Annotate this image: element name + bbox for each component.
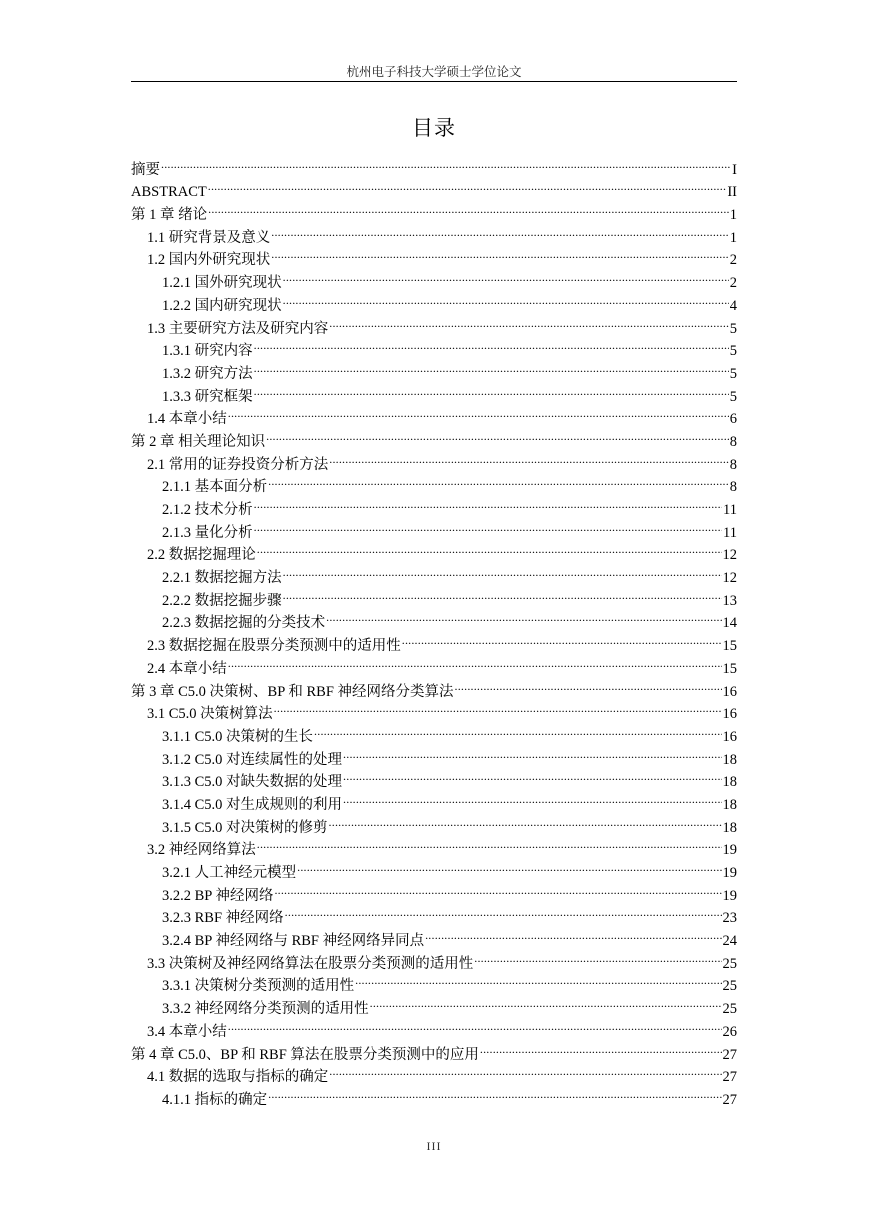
toc-leader-dots <box>297 854 721 877</box>
toc-leader-dots <box>343 741 721 764</box>
toc-entry-label: 4.1.1 指标的确定 <box>162 1091 268 1108</box>
toc-leader-dots <box>480 1036 722 1059</box>
toc-leader-dots <box>425 922 721 945</box>
toc-entry-page: 13 <box>722 592 737 609</box>
toc-entry-page: 5 <box>729 320 737 337</box>
toc-entry-page: 24 <box>722 933 737 950</box>
toc-leader-dots <box>257 537 722 560</box>
running-header: 杭州电子科技大学硕士学位论文 <box>346 65 522 79</box>
toc-leader-dots <box>314 718 721 741</box>
toc-entry-label: 3.1.2 C5.0 对连续属性的处理 <box>162 751 343 768</box>
toc-entry-label: 1.1 研究背景及意义 <box>147 229 271 246</box>
toc-entry-label: 1.3.1 研究内容 <box>162 343 253 360</box>
toc-entry-label: 2.3 数据挖掘在股票分类预测中的适用性 <box>147 638 401 655</box>
toc-leader-dots <box>474 945 721 968</box>
toc-entry-page: 27 <box>722 1091 737 1108</box>
toc-entry[interactable] <box>131 219 737 246</box>
toc-leader-dots <box>228 401 729 424</box>
toc-entry-page: 2 <box>729 275 737 292</box>
toc-entry-page: 15 <box>722 660 737 677</box>
toc-entry-page: 18 <box>722 751 737 768</box>
toc-leader-dots <box>228 650 722 673</box>
toc-entry-page: 2 <box>729 252 737 269</box>
toc-leader-dots <box>283 582 722 605</box>
toc-leader-dots <box>268 469 729 492</box>
toc-entry-label: 3.2.3 RBF 神经网络 <box>162 910 284 927</box>
toc-entry-label: 2.1.2 技术分析 <box>162 502 253 518</box>
toc-entry-page: 25 <box>722 1001 737 1018</box>
toc-leader-dots <box>329 310 729 333</box>
toc-entry-label: 3.1.1 C5.0 决策树的生长 <box>162 728 314 745</box>
toc-entry-label: 2.2.2 数据挖掘步骤 <box>162 592 282 609</box>
toc-entry-page: 14 <box>722 615 737 632</box>
toc-entry-label: 2.2 数据挖掘理论 <box>147 547 256 564</box>
toc-entry-label: 3.2.4 BP 神经网络与 RBF 神经网络异同点 <box>162 933 425 950</box>
toc-leader-dots <box>208 196 729 219</box>
toc-entry-page: 16 <box>722 728 737 745</box>
toc-title: 目录 <box>412 116 456 140</box>
toc-entry-page: 4 <box>729 297 737 314</box>
toc-entry-page: 11 <box>723 524 737 541</box>
toc-entry-page: I <box>732 161 737 178</box>
toc-entry-page: 18 <box>722 796 737 813</box>
toc-entry-label: 3.2.1 人工神经元模型 <box>162 865 297 881</box>
toc-leader-dots <box>283 287 729 310</box>
toc-entry-page: 19 <box>722 865 737 881</box>
toc-entry[interactable] <box>131 174 737 201</box>
toc-entry-page: 27 <box>722 1046 737 1063</box>
toc-entry-page: 5 <box>729 343 737 360</box>
toc-entry-page: 5 <box>729 388 737 405</box>
toc-entry-page: 19 <box>722 842 737 859</box>
toc-entry-page: 25 <box>722 978 737 995</box>
toc-entry-label: 2.4 本章小结 <box>147 660 227 677</box>
toc-leader-dots <box>274 696 722 719</box>
toc-leader-dots <box>285 900 722 923</box>
toc-entry-label: 3.1.4 C5.0 对生成规则的利用 <box>162 796 343 813</box>
toc-entry-page: 26 <box>722 1023 737 1040</box>
toc-entry[interactable] <box>131 151 737 178</box>
toc-entry-page: 8 <box>729 479 737 496</box>
toc-entry-label: 2.1.1 基本面分析 <box>162 479 268 496</box>
toc-leader-dots <box>161 151 731 174</box>
toc-leader-dots <box>228 1013 722 1036</box>
toc-entry-label: 1.4 本章小结 <box>147 411 227 428</box>
toc-entry-label: 2.2.1 数据挖掘方法 <box>162 570 282 587</box>
toc-leader-dots <box>254 355 729 378</box>
toc-entry-label: 1.3 主要研究方法及研究内容 <box>147 320 329 337</box>
toc-leader-dots <box>257 832 722 855</box>
toc-entry-page: 5 <box>729 365 737 382</box>
toc-entry-label: 第 3 章 C5.0 决策树、BP 和 RBF 神经网络分类算法 <box>131 683 454 700</box>
toc-entry-page: II <box>727 184 737 201</box>
toc-entry-page: 6 <box>729 411 737 428</box>
toc-leader-dots <box>254 491 722 514</box>
toc-leader-dots <box>402 627 722 650</box>
toc-entry-page: 16 <box>722 683 737 700</box>
toc-leader-dots <box>329 1059 721 1082</box>
toc-entry-label: 1.2.1 国外研究现状 <box>162 275 282 292</box>
toc-entry-label: 1.2.2 国内研究现状 <box>162 297 282 314</box>
toc-entry-label: 3.1.3 C5.0 对缺失数据的处理 <box>162 774 343 791</box>
toc-entry-label: 3.1.5 C5.0 对决策树的修剪 <box>162 819 328 836</box>
toc-entry-page: 16 <box>722 706 737 723</box>
toc-leader-dots <box>455 673 722 696</box>
toc-leader-dots <box>254 378 729 401</box>
toc-leader-dots <box>343 786 721 809</box>
toc-leader-dots <box>355 968 721 991</box>
toc-entry-label: 3.2.2 BP 神经网络 <box>162 887 274 904</box>
toc-entry-label: 1.3.2 研究方法 <box>162 365 253 382</box>
toc-leader-dots <box>329 446 729 469</box>
toc-entry-label: 4.1 数据的选取与指标的确定 <box>147 1069 329 1086</box>
toc-leader-dots <box>343 764 721 787</box>
toc-entry-label: 摘要 <box>131 161 160 178</box>
toc-entry-page: 18 <box>722 819 737 836</box>
toc-entry-label: 2.1 常用的证券投资分析方法 <box>147 456 329 473</box>
toc-entry-page: 12 <box>722 547 737 564</box>
toc-leader-dots <box>268 1081 721 1104</box>
toc-entry-page: 1 <box>729 207 737 224</box>
toc-leader-dots <box>254 514 722 537</box>
toc-entry-page: 11 <box>723 502 737 518</box>
header-rule <box>131 81 737 82</box>
toc-entry-label: 2.1.3 量化分析 <box>162 524 253 541</box>
toc-leader-dots <box>283 264 729 287</box>
toc-entry-page: 8 <box>729 456 737 473</box>
toc-entry-page: 1 <box>729 229 737 246</box>
toc-entry[interactable] <box>131 196 737 224</box>
toc-leader-dots <box>254 333 729 356</box>
toc-entry-label: ABSTRACT <box>131 184 207 201</box>
toc-entry-page: 23 <box>722 910 737 927</box>
toc-entry-label: 2.2.3 数据挖掘的分类技术 <box>162 615 326 632</box>
toc-entry-label: 3.4 本章小结 <box>147 1023 227 1040</box>
toc-entry-label: 3.3 决策树及神经网络算法在股票分类预测的适用性 <box>147 955 474 972</box>
toc-entry-page: 18 <box>722 774 737 791</box>
toc-leader-dots <box>271 242 729 265</box>
toc-leader-dots <box>266 423 729 446</box>
toc-leader-dots <box>274 877 721 900</box>
toc-entry-label: 第 1 章 绪论 <box>131 207 208 224</box>
toc-entry-page: 19 <box>722 887 737 904</box>
page-number-footer: III <box>426 1139 442 1153</box>
toc-leader-dots <box>271 219 729 242</box>
toc-entry-page: 15 <box>722 638 737 655</box>
toc-entry-label: 第 4 章 C5.0、BP 和 RBF 算法在股票分类预测中的应用 <box>131 1046 479 1063</box>
toc-leader-dots <box>329 809 722 832</box>
toc-entry-label: 3.1 C5.0 决策树算法 <box>147 706 273 723</box>
table-of-contents <box>131 151 737 1108</box>
toc-entry-page: 25 <box>722 955 737 972</box>
toc-leader-dots <box>208 174 727 197</box>
toc-entry-label: 3.2 神经网络算法 <box>147 842 256 859</box>
toc-entry-label: 3.3.2 神经网络分类预测的适用性 <box>162 1001 369 1018</box>
toc-entry-page: 12 <box>722 570 737 587</box>
toc-entry-label: 1.2 国内外研究现状 <box>147 252 271 269</box>
toc-entry-label: 1.3.3 研究框架 <box>162 388 253 405</box>
toc-entry-label: 第 2 章 相关理论知识 <box>131 433 266 450</box>
toc-leader-dots <box>283 559 722 582</box>
toc-entry-page: 8 <box>729 433 737 450</box>
toc-leader-dots <box>326 605 721 628</box>
toc-entry-label: 3.3.1 决策树分类预测的适用性 <box>162 978 355 995</box>
toc-leader-dots <box>370 990 722 1013</box>
toc-entry-page: 27 <box>722 1069 737 1086</box>
